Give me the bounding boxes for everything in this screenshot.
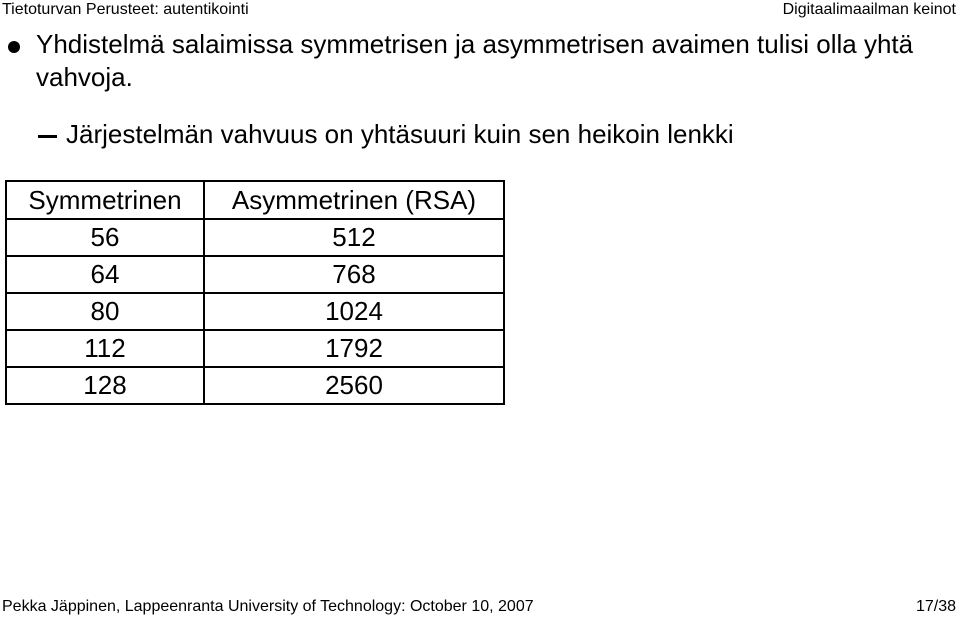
key-length-table — [5, 180, 505, 405]
cell-asymmetric: 1024 — [204, 293, 504, 330]
header-title: Tietoturvan Perusteet: autentikointi — [2, 1, 249, 18]
cell-symmetric: 80 — [6, 293, 204, 330]
subbullet-text: Järjestelmän vahvuus on yhtäsuuri kuin sen heikoin lenkki — [66, 119, 734, 149]
page-number: 17/38 — [915, 598, 956, 615]
table-row — [6, 330, 504, 367]
table-row — [6, 293, 504, 330]
cell-symmetric: 112 — [6, 330, 204, 367]
cell-symmetric: 128 — [6, 367, 204, 404]
header-section: Digitaalimaailman keinot — [782, 1, 956, 18]
cell-asymmetric: 1792 — [204, 330, 504, 367]
table-row — [6, 367, 504, 404]
cell-symmetric: 64 — [6, 256, 204, 293]
cell-asymmetric: 512 — [204, 219, 504, 256]
table-row — [6, 256, 504, 293]
header-asymmetric: Asymmetrinen (RSA) — [204, 181, 504, 219]
table-row — [6, 219, 504, 256]
header-symmetric: Symmetrinen — [6, 181, 204, 219]
footer-author: Pekka Jäppinen, Lappeenranta University of Technology: October 10, 2007 — [2, 598, 534, 615]
dash-icon — [38, 135, 57, 138]
bullet-dot-icon — [8, 41, 20, 53]
cell-symmetric: 56 — [6, 219, 204, 256]
bullet-text: Yhdistelmä salaimissa symmetrisen ja asymmetrisen avaimen tulisi olla yhtä vahvoja. — [36, 29, 914, 92]
cell-asymmetric: 768 — [204, 256, 504, 293]
cell-asymmetric: 2560 — [204, 367, 504, 404]
table-header-row — [6, 181, 504, 219]
